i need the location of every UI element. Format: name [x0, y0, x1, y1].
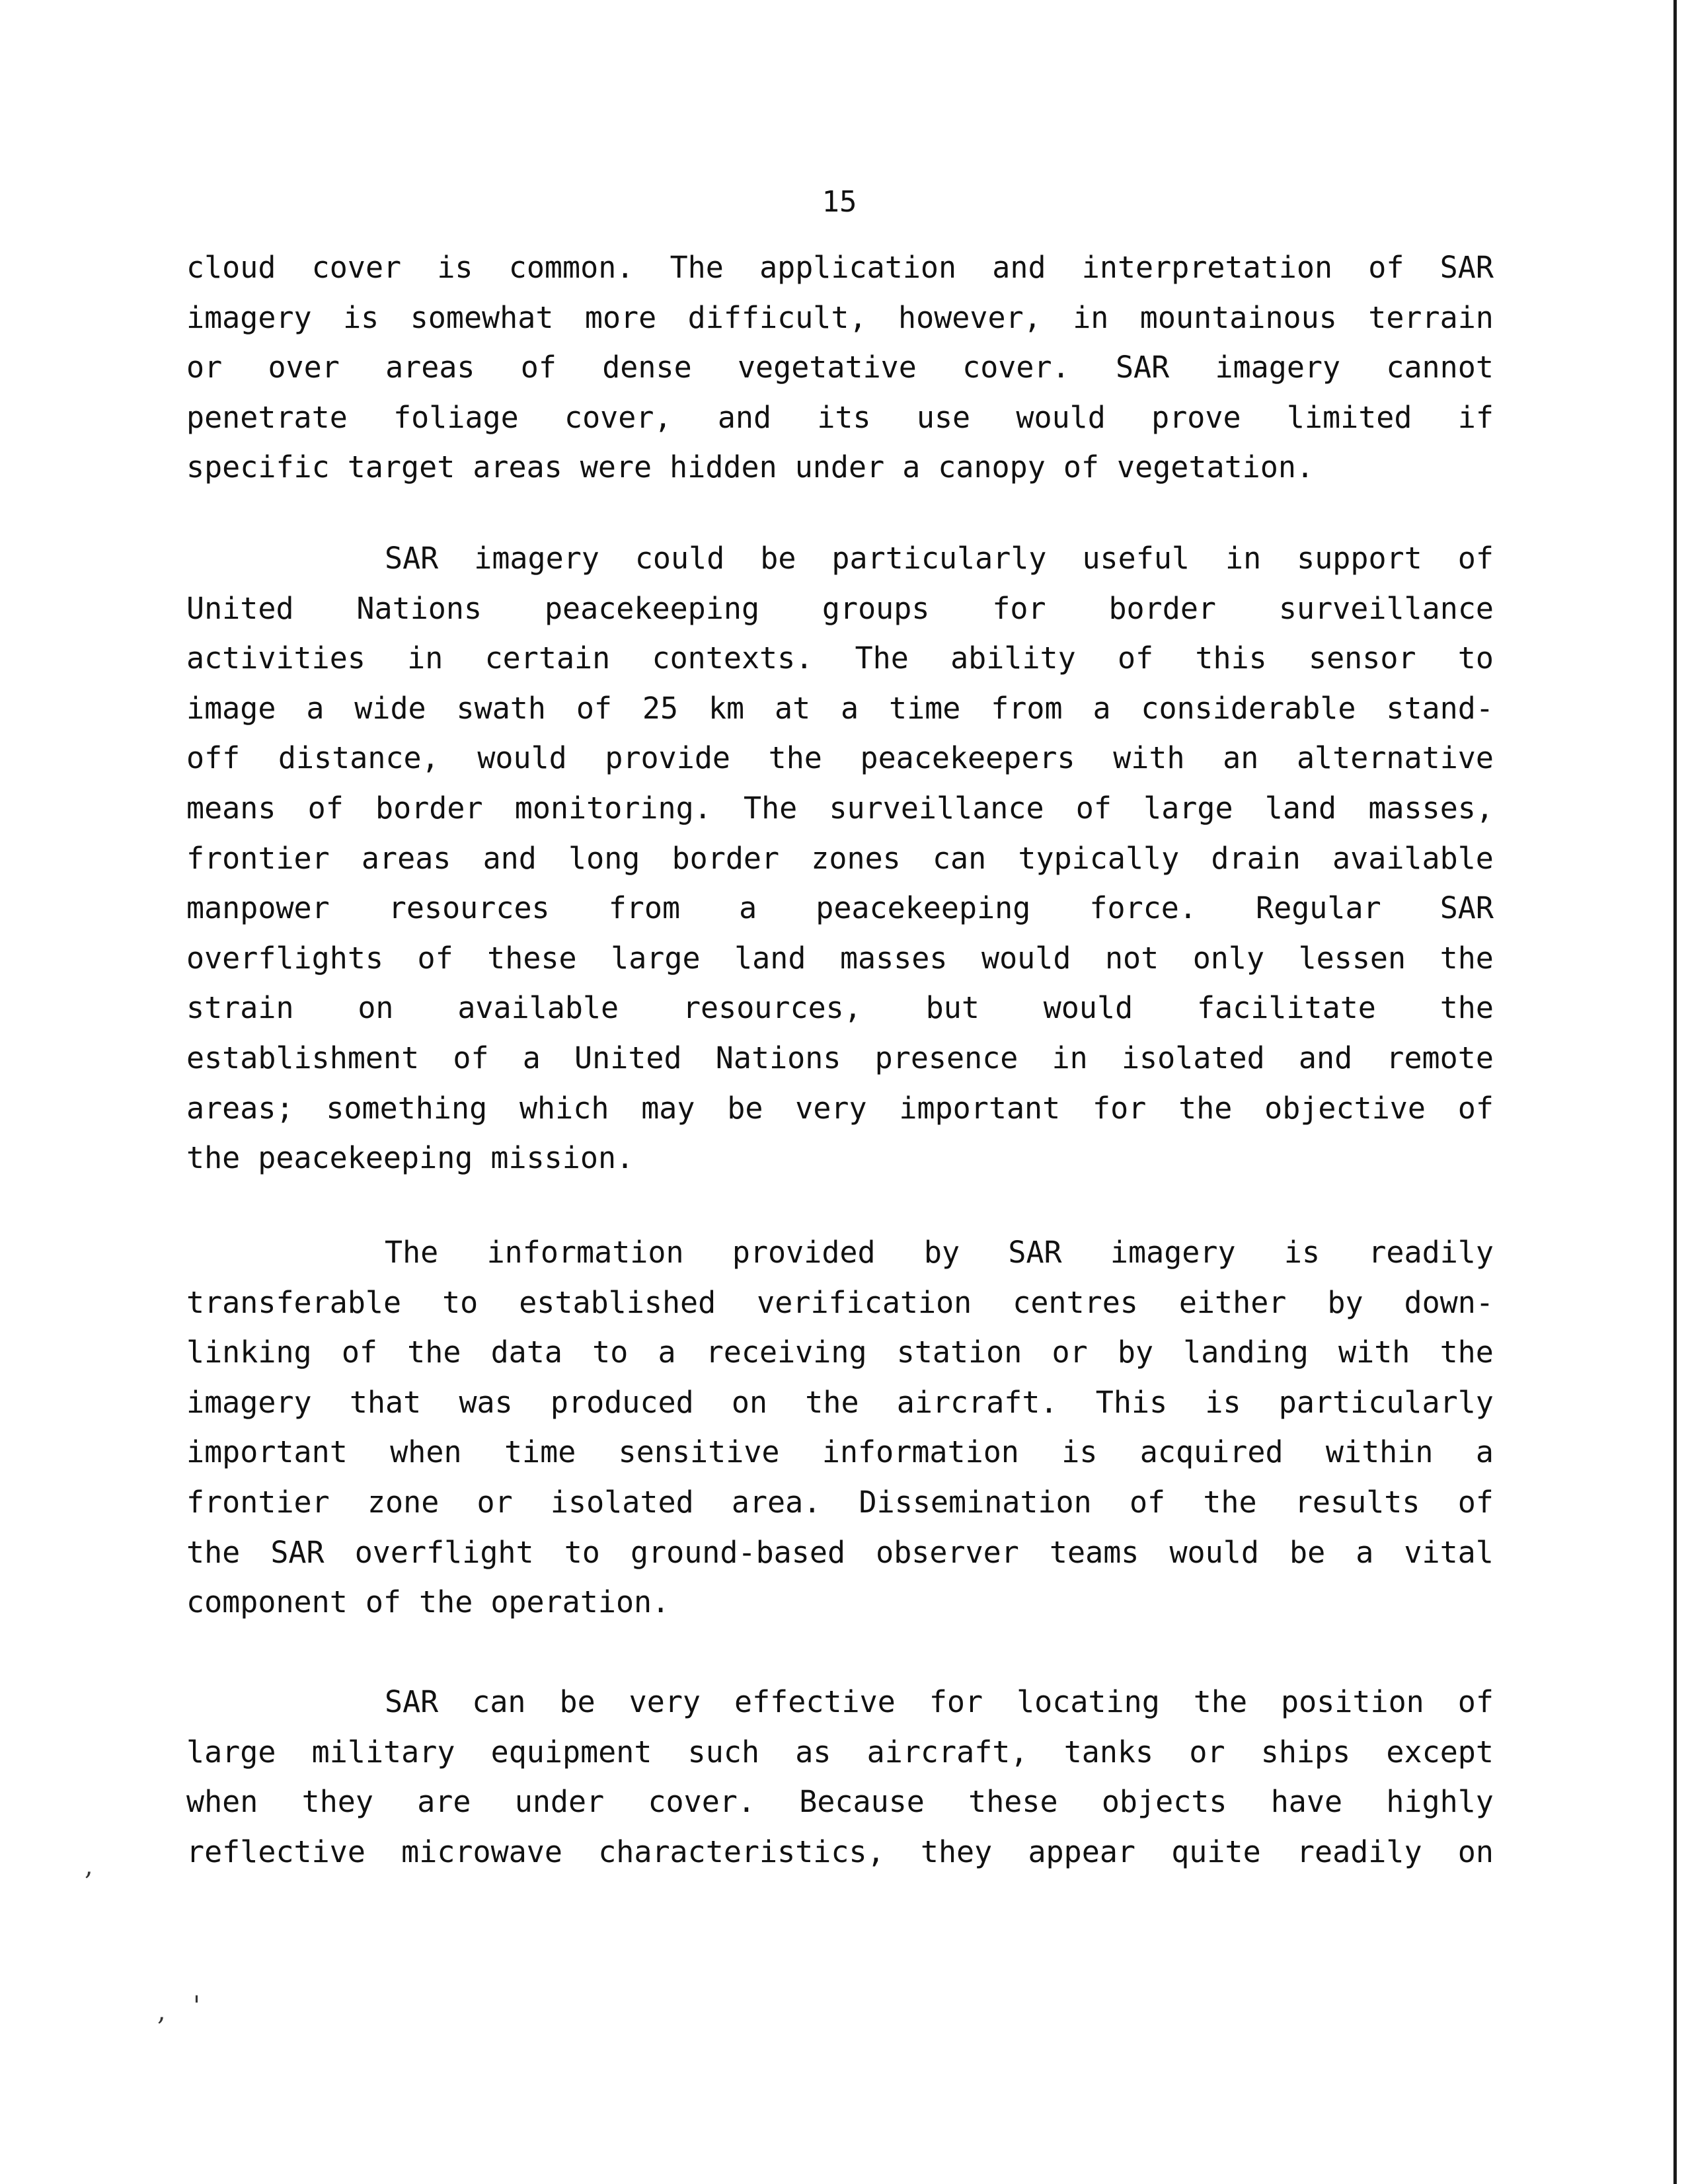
text-line: means of border monitoring. The surveillance of large land masses, — [186, 791, 1494, 826]
text-line: frontier areas and long border zones can typically drain available — [186, 840, 1494, 876]
text-line: transferable to established verification centres either by down- — [186, 1284, 1494, 1320]
scan-mark: , — [85, 1851, 93, 1881]
text-line: large military equipment such as aircraft, tanks or ships except — [186, 1734, 1494, 1770]
text-line: SAR can be very effective for locating the position of — [385, 1684, 1494, 1719]
text-line: specific target areas were hidden under a canopy of vegetation. — [186, 449, 1315, 485]
text-line: United Nations peacekeeping groups for border surveillance — [186, 590, 1494, 626]
text-line: the peacekeeping mission. — [186, 1140, 634, 1176]
text-line: penetrate foliage cover, and its use would prove limited if — [186, 399, 1494, 435]
text-line: imagery is somewhat more difficult, however, in mountainous terrain — [186, 299, 1494, 335]
text-line: strain on available resources, but would facilitate the — [186, 990, 1494, 1026]
text-line: component of the operation. — [186, 1584, 670, 1620]
text-line: manpower resources from a peacekeeping force. Regular SAR — [186, 890, 1494, 926]
text-line: off distance, would provide the peacekeepers with an alternative — [186, 740, 1494, 776]
scan-edge-border — [1673, 0, 1677, 2184]
text-line: or over areas of dense vegetative cover. SAR imagery cannot — [186, 350, 1494, 385]
text-line: SAR imagery could be particularly useful in support of — [385, 541, 1494, 576]
text-line: important when time sensitive information is acquired within a — [186, 1434, 1494, 1470]
scan-mark: , — [157, 1996, 166, 2027]
text-line: activities in certain contexts. The ability of this sensor to — [186, 641, 1494, 676]
text-line: image a wide swath of 25 km at a time from a considerable stand- — [186, 690, 1494, 726]
text-line: areas; something which may be very important for the objective of — [186, 1090, 1494, 1126]
text-line: frontier zone or isolated area. Dissemination of the results of — [186, 1485, 1494, 1520]
text-line: imagery that was produced on the aircraft. This is particularly — [186, 1384, 1494, 1420]
text-line: the SAR overflight to ground-based observer teams would be a vital — [186, 1534, 1494, 1570]
text-line: establishment of a United Nations presence in isolated and remote — [186, 1040, 1494, 1075]
text-line: when they are under cover. Because these objects have highly — [186, 1784, 1494, 1820]
page-number: 15 — [822, 185, 857, 219]
scan-mark: ' — [193, 1991, 200, 2021]
text-line: overflights of these large land masses would not only lessen the — [186, 940, 1494, 976]
text-line: linking of the data to a receiving station or by landing with the — [186, 1335, 1494, 1370]
text-line: The information provided by SAR imagery is readily — [385, 1235, 1494, 1270]
text-line: cloud cover is common. The application and interpretation of SAR — [186, 250, 1494, 285]
text-line: reflective microwave characteristics, they appear quite readily on — [186, 1834, 1494, 1869]
